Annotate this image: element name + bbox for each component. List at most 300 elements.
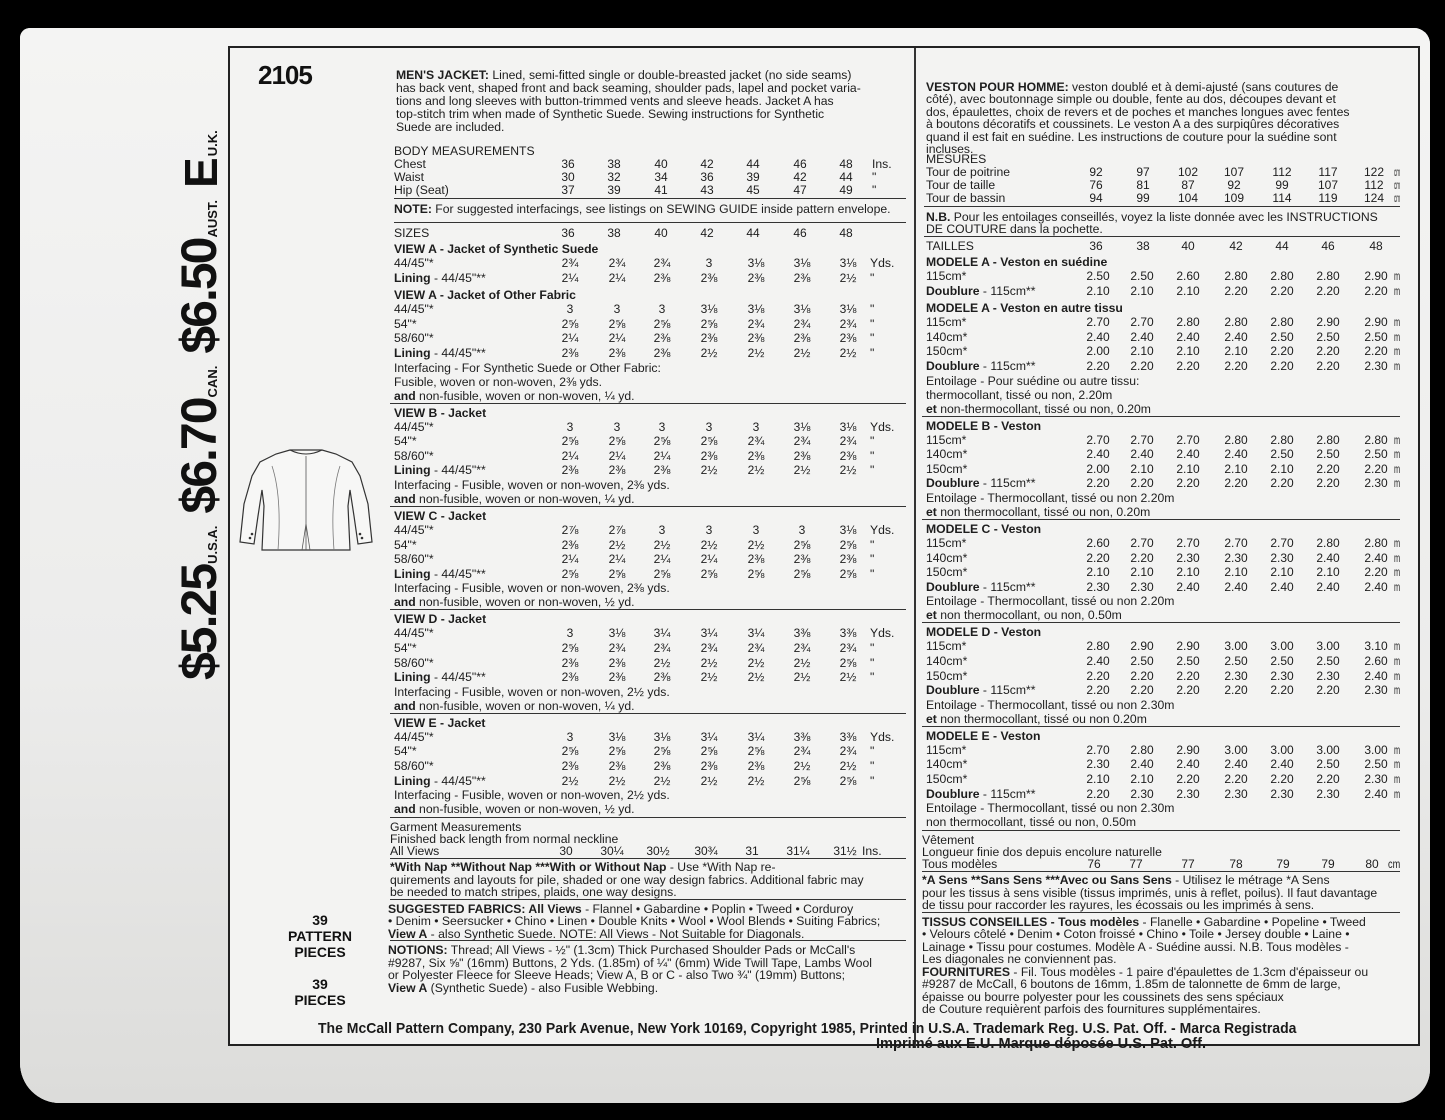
fr-sizes-label (926, 239, 974, 253)
en-garment-row-value: 31¼ (786, 844, 810, 859)
en-yardage-row-value: 2¾ (793, 744, 811, 759)
fr-metrage-row-value: 2.20 (1316, 283, 1340, 298)
fr-metrage-row-value: 2.30 (1086, 757, 1110, 772)
fr-body-row-unit: cm (1394, 178, 1401, 192)
en-yardage-row-value: 2⅜ (839, 448, 857, 463)
row-label-text: - 115cm** (979, 359, 1036, 373)
en-yardage-row-value: 2⅜ (793, 448, 811, 463)
row-label-text: 58/60"* (394, 759, 434, 773)
row-label-bold: Lining (394, 346, 431, 360)
fr-entoilage-line (926, 698, 1174, 712)
row-label-text: 54"* (394, 316, 417, 331)
en-yardage-row-value: 2½ (839, 759, 857, 773)
fr-metrage-row-value: 2.70 (1086, 315, 1110, 330)
fr-metrage-row-value: 2.30 (1364, 476, 1388, 491)
fr-divider (924, 206, 1400, 207)
en-yardage-row-value: 2¼ (653, 552, 671, 567)
en-yardage-row-unit: " (870, 552, 875, 567)
fr-metrage-row-value: 3.10 (1364, 639, 1388, 654)
en-body-row-unit: " (872, 183, 877, 197)
en-yardage-row-label (394, 670, 486, 684)
en-yardage-row-unit: " (870, 316, 875, 331)
en-yardage-row-value: 2⅝ (561, 566, 579, 581)
line-text: • Velours côtelé • Denim • Coton froissé • Chino • Toile • Jersey double • Laine • (922, 927, 1350, 942)
bold-lead: MEN'S JACKET: (396, 68, 489, 82)
en-yardage-row-label (394, 346, 486, 360)
row-label-text: 150cm* (926, 772, 968, 786)
en-yardage-row-value: 2⅝ (700, 566, 718, 581)
fr-metrage-row-value: 2.00 (1086, 344, 1110, 359)
fr-metrage-row-value: 2.20 (1224, 359, 1248, 373)
en-yardage-row-unit: " (870, 655, 875, 670)
en-yardage-row-unit: " (870, 773, 875, 788)
en-garment-row-label (390, 844, 439, 858)
en-yardage-row-value: 2⅜ (653, 346, 671, 360)
line-text: Interfacing - For Synthetic Suede or Other Fabric: (394, 360, 661, 375)
fr-garment-row-value: 79 (1321, 857, 1335, 872)
en-yardage-row-label (394, 271, 486, 285)
fr-sizes-value: 42 (1229, 239, 1243, 253)
en-yardage-row-value: 3⅛ (608, 729, 626, 744)
en-body-row-value: 49 (839, 183, 853, 197)
fr-metrage-row-value: 2.60 (1364, 654, 1388, 668)
row-label-text: 115cm* (926, 639, 967, 654)
fr-metrage-row-value: 2.00 (1086, 461, 1110, 476)
en-yardage-row-value: 2⅞ (608, 523, 626, 537)
fr-metrage-row-value: 2.40 (1130, 447, 1154, 462)
fr-metrage-row-value: 2.90 (1364, 269, 1388, 283)
en-yardage-row-value: 2⅜ (653, 759, 671, 773)
row-label-text: 58/60"* (394, 448, 434, 463)
fr-metrage-row-value: 2.20 (1364, 344, 1388, 359)
en-yardage-row-value: 2½ (653, 537, 671, 552)
en-yardage-row-value: 3¼ (700, 729, 718, 744)
en-yardage-row-label (394, 449, 434, 463)
fr-metrage-row-unit: m (1394, 329, 1401, 344)
en-garment-row-value: 30¾ (694, 844, 718, 859)
fr-metrage-row-value: 2.50 (1364, 757, 1388, 772)
fr-sizes-value: 46 (1321, 239, 1335, 253)
en-yardage-row-unit: " (870, 434, 875, 449)
bold-lead: NOTIONS: (388, 943, 448, 958)
en-view-divider (390, 403, 906, 404)
en-sizes-value: 36 (561, 226, 575, 240)
bold-lead: and (394, 698, 416, 713)
en-yardage-row-value: 2¼ (608, 270, 626, 285)
en-divider (390, 858, 906, 859)
row-label-text: 150cm* (926, 565, 968, 580)
fr-metrage-row-value: 2.20 (1176, 359, 1200, 373)
fr-body-row-value: 92 (1227, 178, 1241, 192)
en-yardage-row-unit: " (870, 346, 875, 360)
en-yardage-row-label (394, 538, 417, 552)
fr-metrage-row-value: 2.50 (1316, 329, 1340, 344)
row-label-text: 44/45"* (394, 626, 434, 641)
fr-view-divider (922, 416, 1400, 417)
line-text: non-fusible, woven or non-woven, ½ yd. (415, 802, 635, 817)
fr-metrage-row-value: 2.70 (1130, 536, 1154, 550)
fr-body-row-value: 81 (1136, 178, 1150, 192)
line-text: Entoilage - Thermocollant, tissé ou non 2.20m (926, 594, 1175, 609)
en-yardage-row-value: 2⅝ (700, 434, 718, 449)
fr-body-row-label (926, 165, 1010, 179)
line-text: Fusible, woven or non-woven, 2⅜ yds. (394, 374, 602, 389)
fr-metrage-row-unit: m (1394, 550, 1401, 565)
en-yardage-row-value: 2⅜ (653, 331, 671, 346)
fr-metrage-row-label (926, 565, 967, 579)
en-sizes-value: 42 (700, 226, 714, 240)
en-yardage-row-value: 3 (658, 302, 666, 317)
fr-metrage-row-label (926, 269, 966, 283)
en-yardage-row-value: 2⅝ (839, 537, 857, 552)
en-yardage-row-value: 2⅜ (653, 670, 671, 685)
fr-metrage-row-value: 2.20 (1316, 461, 1340, 476)
row-label-text: - 44/45"** (430, 270, 486, 285)
en-yardage-row-value: 2⅝ (653, 744, 671, 759)
row-label-text: Waist (394, 170, 425, 184)
en-yardage-row-value: 3¼ (747, 626, 765, 641)
line-text: Les diagonales ne conviennent pas. (922, 952, 1117, 967)
fr-metrage-row-label (926, 669, 967, 683)
view-letter: VIEW A (394, 288, 437, 303)
en-yardage-row-label (394, 744, 417, 758)
en-yardage-row-value: 3⅛ (700, 302, 718, 317)
fr-body-row-value: 102 (1177, 165, 1199, 179)
pieces-word-pattern: PATTERN (287, 928, 353, 944)
en-yardage-row-value: 2¾ (747, 316, 765, 331)
fr-garment-row-value: 77 (1129, 857, 1143, 872)
en-body-row-value: 39 (746, 170, 760, 184)
pattern-number: 2105 (258, 60, 312, 90)
line-text: For suggested interfacings, see listings on SEWING GUIDE inside pattern envelope. (431, 202, 891, 216)
en-yardage-row-value: 2¼ (561, 448, 579, 463)
en-view-divider (390, 506, 906, 507)
fr-metrage-row-value: 2.50 (1130, 654, 1154, 668)
fr-metrage-row-value: 2.20 (1270, 283, 1294, 298)
en-yardage-row-value: 2⅝ (561, 744, 579, 759)
en-garment-row-value: 30 (559, 844, 573, 859)
en-yardage-row-label (394, 317, 417, 331)
en-garment-row-value: 30¼ (600, 844, 624, 859)
fr-metrage-row-value: 2.20 (1316, 683, 1340, 698)
fr-metrage-row-label (926, 654, 967, 668)
fr-metrage-row-value: 2.20 (1224, 476, 1248, 491)
fr-sizes-value: 38 (1136, 239, 1150, 253)
en-yardage-row-value: 2⅝ (700, 744, 718, 759)
fr-sizes-value: 36 (1089, 239, 1103, 253)
fr-metrage-row-label (926, 433, 966, 447)
line-text: Suede are included. (396, 120, 505, 134)
en-yardage-row-value: 2⅝ (653, 566, 671, 581)
fr-metrage-row-value: 2.50 (1364, 329, 1388, 344)
line-text: épaisse ou bourre polyester pour les coussinets des sens spéciaux (922, 989, 1284, 1004)
fr-metrage-row-value: 2.10 (1270, 565, 1294, 580)
fr-metrage-row-unit: m (1394, 447, 1401, 462)
fr-metrage-row-value: 2.30 (1176, 550, 1200, 565)
line-text: Interfacing - Fusible, woven or non-woven, 2½ yds. (394, 684, 670, 699)
en-yardage-row-value: 2⅝ (793, 773, 811, 788)
en-yardage-row-value: 2½ (793, 463, 811, 478)
en-body-row-value: 47 (793, 183, 807, 197)
en-body-row-label (394, 183, 449, 197)
line-text: Entoilage - Thermocollant, tissé ou non 2.30m (926, 801, 1175, 816)
fr-body-row-value: 92 (1089, 165, 1103, 179)
en-yardage-row-value: 2⅜ (561, 346, 579, 360)
en-garment-row-value: 31 (745, 844, 759, 859)
fr-metrage-row-value: 2.30 (1176, 786, 1200, 801)
line-text: non thermocollant, ou non, 0.50m (936, 608, 1122, 623)
fr-body-row-value: 112 (1364, 178, 1384, 192)
fr-metrage-row-value: 2.40 (1316, 550, 1340, 565)
view-letter: VIEW E (394, 715, 437, 730)
fr-metrage-row-value: 2.40 (1176, 329, 1200, 344)
fr-metrage-row-unit: m (1394, 432, 1401, 447)
en-yardage-row-value: 3 (705, 523, 713, 537)
fr-metrage-row-value: 2.90 (1176, 639, 1200, 654)
en-interfacing-line (394, 802, 635, 816)
fr-metrage-row-label (926, 743, 966, 757)
fr-body-row-value: 122 (1363, 165, 1385, 179)
en-yardage-row-value: 2⅜ (608, 670, 626, 685)
en-yardage-row-value: 2⅝ (793, 537, 811, 552)
en-divider (394, 222, 906, 223)
fr-body-row-unit: cm (1394, 165, 1401, 179)
en-yardage-row-value: 2⅜ (747, 552, 765, 567)
en-yardage-row-label (394, 759, 434, 773)
en-yardage-row-value: 3 (705, 256, 713, 270)
fr-metrage-row-label (926, 580, 1036, 594)
en-yardage-row-value: 2½ (793, 346, 811, 360)
en-yardage-row-value: 2¾ (747, 434, 765, 449)
fr-view-heading: MODELE C - Veston (926, 522, 1042, 536)
en-yardage-row-value: 3 (658, 419, 666, 434)
usa-label: U.S.A. (205, 525, 220, 564)
en-interfacing-line (394, 361, 661, 375)
row-label-text: 44/45"* (394, 302, 434, 317)
fr-body-row-value: 117 (1318, 165, 1338, 179)
en-yardage-row-label (394, 331, 434, 345)
en-yardage-row-value: 2⅜ (793, 552, 811, 567)
fr-metrage-row-value: 2.10 (1086, 772, 1110, 786)
en-yardage-row-value: 2⅜ (700, 759, 718, 773)
en-yardage-row-value: 2⅝ (653, 434, 671, 449)
en-body-row-value: 46 (793, 157, 807, 171)
en-yardage-row-label (394, 552, 434, 566)
uk-price-letter: E (175, 157, 227, 188)
view-subtitle: - Jacket of Other Fabric (436, 288, 576, 303)
fr-garment-row-value: 76 (1087, 857, 1101, 872)
fr-metrage-row-unit: m (1394, 283, 1401, 298)
fr-metrage-row-label (926, 536, 966, 550)
fr-metrage-row-value: 2.40 (1176, 447, 1200, 462)
row-label-bold: Doublure (926, 476, 980, 491)
fr-metrage-row-value: 2.20 (1130, 668, 1154, 683)
en-yardage-row-value: 3¼ (700, 626, 718, 641)
en-yardage-row-value: 2⅜ (793, 331, 811, 346)
fr-metrage-row-value: 2.10 (1316, 565, 1340, 580)
pieces-number-fr: 39 (312, 976, 328, 992)
fr-metrage-row-value: 2.20 (1224, 683, 1248, 698)
row-label-text: 44/45"* (394, 419, 434, 434)
fr-metrage-row-unit: m (1394, 579, 1401, 594)
row-label-text: 140cm* (926, 757, 968, 772)
fr-notions-line (922, 1002, 1261, 1016)
line-text: Lainage • Tissu pour costumes. Modèle A - Suédine aussi. N.B. Tous modèles - (922, 939, 1349, 954)
row-label-text: - 44/45"** (430, 566, 486, 581)
en-yardage-row-unit: " (870, 302, 875, 317)
en-yardage-row-value: 2¼ (608, 552, 626, 567)
en-yardage-row-label (394, 641, 417, 655)
line-text: Interfacing - Fusible, woven or non-woven, 2⅜ yds. (394, 478, 670, 492)
en-note (394, 202, 891, 216)
en-interfacing-line (394, 375, 602, 389)
fr-metrage-row-value: 2.20 (1316, 476, 1340, 491)
row-label-text: 115cm* (926, 269, 967, 283)
bold-lead: et (926, 608, 937, 623)
view-subtitle: - Jacket (437, 612, 487, 627)
en-yardage-row-value: 2⅝ (839, 655, 857, 670)
en-sizes-label (394, 226, 429, 240)
en-view-heading (394, 716, 485, 730)
fr-metrage-row-unit: m (1394, 359, 1401, 373)
row-label-text: 54"* (394, 434, 417, 449)
en-yardage-row-value: 2⅝ (839, 566, 857, 581)
fr-metrage-row-value: 2.20 (1316, 344, 1340, 359)
en-description-line (396, 94, 834, 108)
row-label-text: Tous modèles (922, 857, 998, 872)
fr-sizes-value: 48 (1369, 239, 1383, 253)
en-yardage-row-value: 2½ (747, 463, 765, 478)
line-text: • Denim • Seersucker • Chino • Linen • Double Knits • Wool • Wool Blends • Suiting Fabrics; (388, 914, 881, 929)
en-body-row-value: 44 (746, 157, 760, 171)
en-yardage-row-value: 2¾ (653, 256, 671, 270)
price-block (170, 130, 234, 680)
fr-metrage-row-value: 2.20 (1130, 550, 1154, 565)
en-yardage-row-value: 3⅛ (839, 419, 857, 434)
fr-metrage-row-label (926, 683, 1036, 697)
fr-metrage-row-value: 2.20 (1224, 772, 1248, 786)
fr-metrage-row-value: 2.30 (1130, 579, 1154, 594)
fr-metrage-row-unit: m (1394, 476, 1401, 491)
en-yardage-row-value: 3⅛ (793, 302, 811, 317)
fr-metrage-row-value: 2.20 (1176, 772, 1200, 786)
fr-body-row-value: 107 (1317, 178, 1339, 192)
en-body-row-value: 30 (561, 170, 575, 184)
en-yardage-row-label (394, 302, 434, 316)
fr-garment-row-value: 79 (1276, 857, 1290, 872)
en-interfacing-line (394, 581, 670, 595)
line-text: de tissu pour raccorder les rayures, les écossais ou les imprimés à sens. (922, 898, 1315, 913)
line-text: - Flannel • Gabardine • Poplin • Tweed • Corduroy (581, 901, 854, 916)
fr-view-divider (922, 519, 1400, 520)
en-fabrics-line (388, 927, 804, 941)
pieces-word-fr: PIECES (294, 992, 346, 1008)
fr-metrage-row-value: 2.30 (1086, 579, 1110, 594)
en-yardage-row-value: 2⅜ (839, 552, 857, 567)
en-yardage-row-value: 2⅜ (747, 448, 765, 463)
fr-metrage-row-unit: m (1394, 742, 1401, 757)
en-yardage-row-value: 2⅜ (608, 759, 626, 773)
fr-metrage-row-value: 2.70 (1176, 432, 1200, 447)
en-yardage-row-value: 2¼ (608, 448, 626, 463)
fr-metrage-row-value: 2.40 (1224, 579, 1248, 594)
row-label-text: 54"* (394, 537, 417, 552)
en-yardage-row-value: 2⅝ (608, 316, 626, 331)
en-yardage-row-label (394, 774, 486, 788)
fr-metrage-row-value: 2.70 (1130, 432, 1154, 447)
view-subtitle: - Jacket (436, 715, 486, 730)
fr-metrage-row-label (926, 462, 967, 476)
en-yardage-row-value: 2½ (700, 773, 718, 788)
fr-metrage-row-value: 2.40 (1224, 329, 1248, 344)
fr-metrage-row-value: 2.30 (1364, 683, 1388, 698)
en-yardage-row-value: 3 (752, 523, 760, 537)
fr-metrage-row-value: 2.80 (1224, 432, 1248, 447)
row-label-text: - 44/45"** (430, 346, 486, 360)
row-label-text: - 44/45"** (430, 670, 486, 685)
row-label-text: 44/45"* (394, 256, 434, 270)
fr-metrage-row-value: 2.60 (1086, 536, 1110, 550)
fr-metrage-row-value: 2.10 (1176, 565, 1200, 580)
en-yardage-row-value: 2½ (793, 670, 811, 685)
en-view-divider (390, 817, 906, 818)
line-text: non thermocollant, tissé ou non, 0.50m (926, 815, 1137, 830)
fr-metrage-row-value: 2.40 (1086, 447, 1110, 462)
en-yardage-row-value: 2⅜ (653, 270, 671, 285)
en-yardage-row-value: 2¾ (608, 256, 626, 270)
en-yardage-row-value: 2¾ (700, 641, 718, 655)
line-text: top-stitch trim when made of Synthetic Suede. Sewing instructions for Synthetic (396, 107, 825, 121)
fr-metrage-row-value: 2.30 (1316, 668, 1340, 683)
en-yardage-row-value: 2½ (608, 773, 626, 788)
fr-entoilage-line (926, 402, 1151, 416)
en-yardage-row-value: 2¾ (793, 641, 811, 655)
row-label-bold: Doublure (926, 283, 980, 298)
fr-metrage-row-value: 2.10 (1176, 461, 1200, 476)
en-body-row-value: 42 (700, 157, 714, 171)
row-label-text: Tour de poitrine (926, 165, 1011, 179)
en-interfacing-line (394, 492, 635, 506)
row-label-text: 58/60"* (394, 331, 434, 346)
aust-label: AUST. (205, 199, 220, 238)
fr-metrage-row-value: 2.20 (1270, 683, 1294, 698)
en-yardage-row-value: 2½ (839, 270, 857, 285)
en-yardage-row-value: 2⅜ (561, 655, 579, 670)
line-text: Interfacing - Fusible, woven or non-woven, 2½ yds. (394, 788, 670, 803)
fr-metrage-row-value: 2.80 (1270, 269, 1294, 283)
line-text: de Couture requièrent parfois des fournitures supplémentaires. (922, 1002, 1261, 1017)
fr-entoilage-line (926, 388, 1112, 402)
fr-sizes-value: 40 (1181, 239, 1195, 253)
fr-metrage-row-value: 2.30 (1224, 668, 1248, 683)
en-yardage-row-value: 2¼ (700, 552, 718, 567)
en-yardage-row-value: 2½ (700, 537, 718, 552)
fr-metrage-row-value: 2.10 (1130, 344, 1154, 359)
fr-metrage-row-value: 2.60 (1176, 269, 1200, 283)
fr-metrage-row-value: 3.00 (1224, 742, 1248, 757)
en-yardage-row-value: 3⅛ (653, 729, 671, 744)
en-body-row-value: 36 (561, 157, 575, 171)
fr-metrage-row-value: 2.10 (1130, 772, 1154, 786)
en-yardage-row-value: 2¾ (839, 744, 857, 759)
fr-metrage-row-label (926, 772, 967, 786)
en-sizes-value: 38 (607, 226, 621, 240)
fr-sizes-value: 44 (1275, 239, 1289, 253)
en-yardage-row-value: 2½ (700, 655, 718, 670)
row-label-text: - 115cm** (979, 476, 1036, 491)
fr-garment-row-value: 78 (1229, 857, 1243, 872)
fr-metrage-row-value: 2.50 (1364, 447, 1388, 462)
